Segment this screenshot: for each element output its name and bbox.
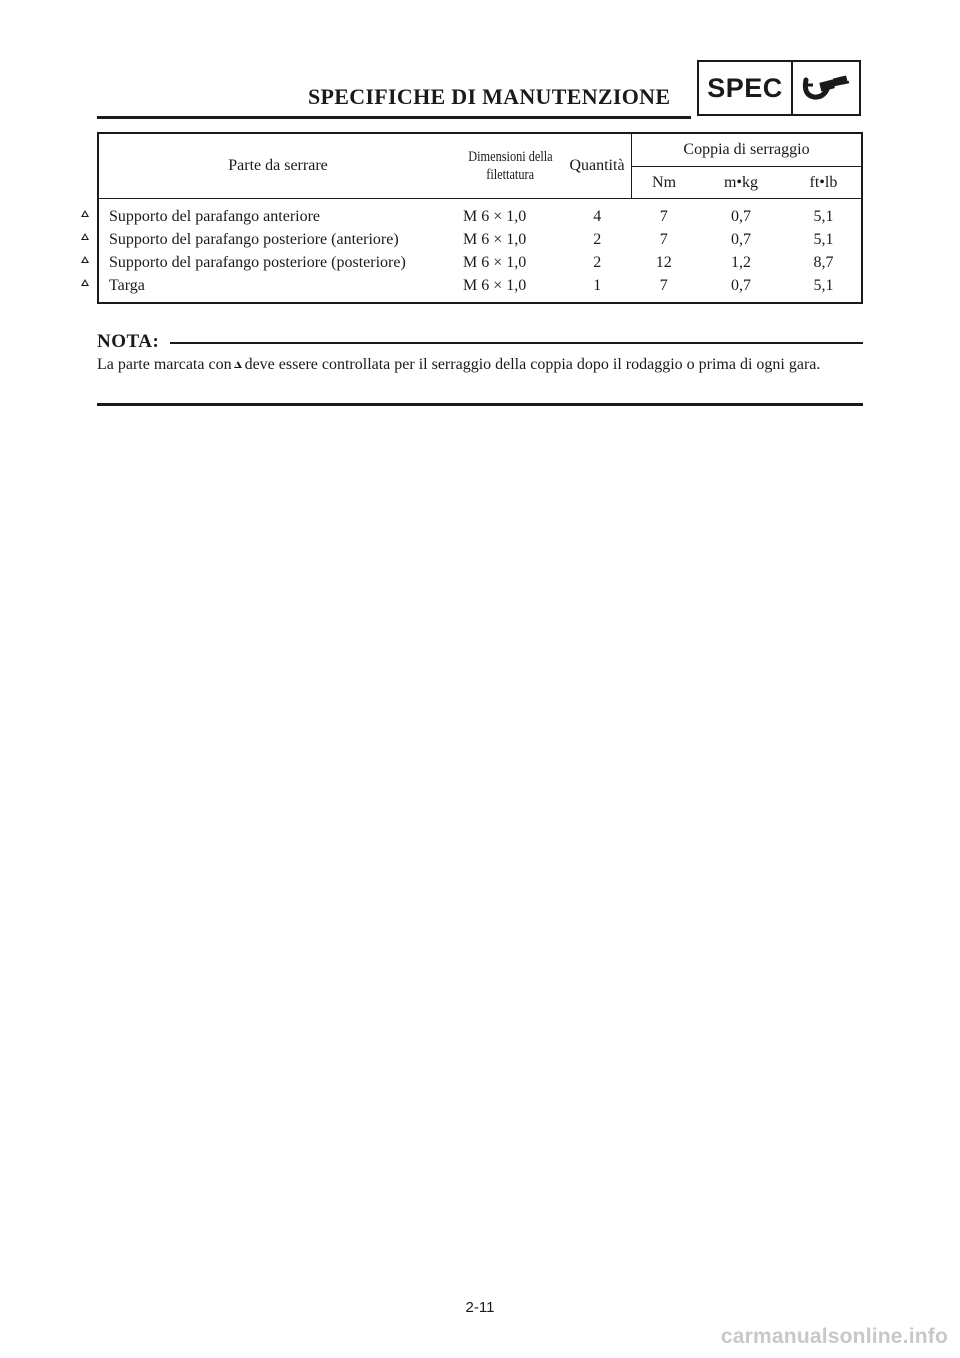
cell-part: Supporto del parafango anteriore [109,208,321,225]
cell-part: Supporto del parafango posteriore (posteriore) [109,254,406,271]
spec-label: SPEC [699,62,793,114]
triangle-mark-icon [81,210,89,217]
note-title: NOTA: [97,331,160,352]
cell-mkg: 1,2 [731,254,751,271]
header-thread-line2: filettatura [486,167,534,183]
header-qty: Quantità [563,133,632,199]
cell-mkg: 0,7 [731,231,751,248]
cell-ftlb: 5,1 [813,208,834,225]
cell-ftlb: 5,1 [813,277,834,294]
cell-thread: M 6 × 1,0 [463,231,527,248]
torque-spec-table [97,132,863,304]
header-unit-ftlb: ft•lb [786,167,862,199]
cell-qty: 2 [593,254,602,271]
header-rule [97,116,691,119]
cell-part: Supporto del parafango posteriore (anteriore) [109,231,399,248]
cell-qty: 4 [593,208,602,225]
cell-ftlb: 8,7 [813,254,834,271]
header-thread-line1: Dimensioni della [467,149,553,165]
triangle-mark-icon [234,361,242,368]
cell-thread: M 6 × 1,0 [463,254,527,271]
note-text-before: La parte marcata con [97,356,232,373]
torque-wrench-icon [793,62,859,114]
cell-nm: 7 [659,231,668,248]
table-row [98,199,862,229]
note-text [97,355,863,374]
cell-nm: 7 [659,277,668,294]
cell-mkg: 0,7 [731,277,751,294]
cell-nm: 7 [659,208,668,225]
table-row [98,228,862,251]
note-rule-bottom [97,403,863,406]
cell-nm: 12 [655,254,672,271]
cell-qty: 2 [593,231,602,248]
note-rule-top [170,342,863,344]
watermark: carmanualsonline.info [720,1325,948,1348]
cell-mkg: 0,7 [731,208,751,225]
page-title: SPECIFICHE DI MANUTENZIONE [308,84,671,109]
triangle-mark-icon [81,279,89,286]
cell-ftlb: 5,1 [813,231,834,248]
page-number: 2-11 [465,1299,495,1316]
spec-badge [697,60,861,116]
table-row [98,251,862,274]
header-unit-mkg: m•kg [696,167,786,199]
header-thread [457,133,563,199]
note-text-after: deve essere controllata per il serraggio della coppia dopo il rodaggio o prima di ogni gara. [244,356,821,373]
cell-thread: M 6 × 1,0 [463,277,527,294]
header-part: Parte da serrare [98,133,457,199]
cell-qty: 1 [593,277,602,294]
triangle-mark-icon [81,256,89,263]
cell-thread: M 6 × 1,0 [463,208,527,225]
triangle-mark-icon [81,233,89,240]
table-row [98,274,862,303]
header-unit-nm: Nm [632,167,697,199]
header-torque: Coppia di serraggio [632,133,863,167]
cell-part: Targa [109,277,145,294]
